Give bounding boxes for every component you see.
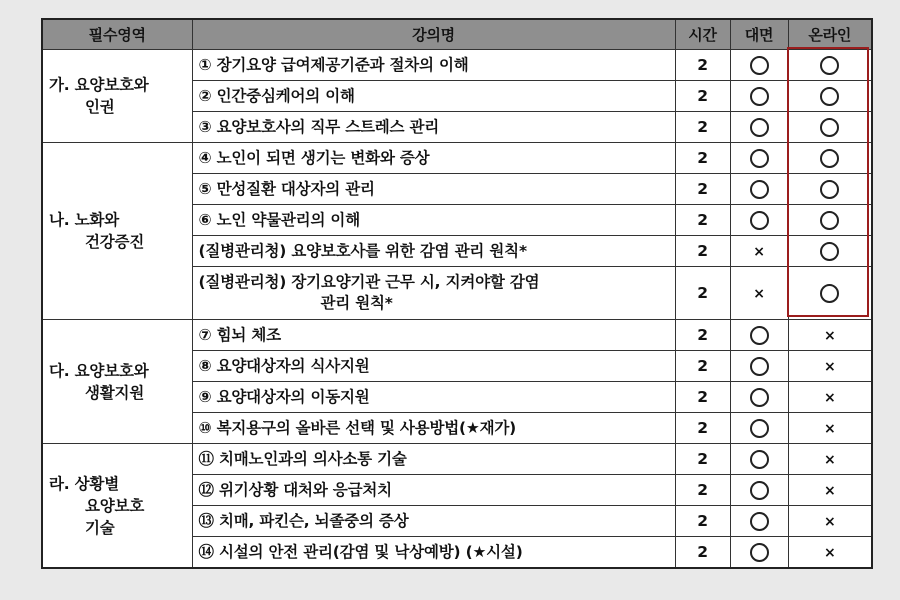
header-in-person: 대면: [730, 19, 788, 50]
course-name: (질병관리청) 요양보호사를 위한 감염 관리 원칙*: [198, 241, 527, 260]
online-cell: [788, 444, 872, 475]
unavailable-cross-icon: ×: [823, 545, 836, 561]
unavailable-cross-icon: ×: [823, 421, 836, 437]
course-name: (질병관리청) 장기요양기관 근무 시, 지켜야할 감염: [198, 273, 540, 291]
area-cell: [42, 320, 192, 444]
in-person-cell: [730, 112, 788, 143]
hours-cell: 2: [675, 444, 730, 475]
table-row: [42, 50, 872, 81]
online-cell: [788, 351, 872, 382]
course-name-cell: [192, 174, 675, 205]
unavailable-cross-icon: ×: [753, 286, 765, 302]
table-header: [42, 19, 872, 50]
unavailable-cross-icon: ×: [753, 244, 765, 260]
hours-cell: 2: [675, 81, 730, 112]
course-name-cell: [192, 205, 675, 236]
hours-cell: 2: [675, 506, 730, 537]
available-circle-icon: [820, 149, 839, 168]
available-circle-icon: [750, 450, 769, 469]
online-cell: [788, 537, 872, 569]
online-cell: [788, 81, 872, 112]
in-person-cell: [730, 50, 788, 81]
course-name-cell: [192, 382, 675, 413]
available-circle-icon: [750, 180, 769, 199]
in-person-cell: [730, 537, 788, 569]
unavailable-cross-icon: ×: [823, 514, 836, 530]
hours-cell: 2: [675, 112, 730, 143]
in-person-cell: [730, 320, 788, 351]
hours-cell: 2: [675, 174, 730, 205]
online-cell: [788, 320, 872, 351]
course-name: ② 인간중심케어의 이해: [198, 86, 355, 105]
course-name-cell: [192, 112, 675, 143]
online-cell: [788, 506, 872, 537]
available-circle-icon: [750, 419, 769, 438]
online-cell: [788, 143, 872, 174]
header-course: 강의명: [192, 19, 675, 50]
course-name: ⑪ 치매노인과의 의사소통 기술: [198, 449, 407, 468]
online-cell: [788, 236, 872, 267]
area-label-line: 요양보호: [85, 496, 145, 515]
online-cell: [788, 475, 872, 506]
online-cell: [788, 382, 872, 413]
course-name: ⑤ 만성질환 대상자의 관리: [198, 179, 375, 198]
course-name: ⑨ 요양대상자의 이동지원: [198, 387, 370, 406]
area-label-line: 나. 노화와: [49, 211, 119, 229]
area-cell: [42, 444, 192, 569]
course-name-cell: [192, 506, 675, 537]
course-name-cell: [192, 50, 675, 81]
unavailable-cross-icon: ×: [823, 390, 836, 406]
unavailable-cross-icon: ×: [823, 452, 836, 468]
course-name-cell: [192, 143, 675, 174]
in-person-cell: [730, 174, 788, 205]
available-circle-icon: [750, 481, 769, 500]
hours-cell: 2: [675, 413, 730, 444]
online-cell: [788, 174, 872, 205]
course-name: ⑥ 노인 약물관리의 이해: [198, 210, 360, 229]
unavailable-cross-icon: ×: [823, 483, 836, 499]
course-name-cell: [192, 444, 675, 475]
course-name-cell: [192, 475, 675, 506]
online-cell: [788, 413, 872, 444]
in-person-cell: [730, 475, 788, 506]
in-person-cell: [730, 506, 788, 537]
available-circle-icon: [820, 56, 839, 75]
available-circle-icon: [820, 180, 839, 199]
table-row: [42, 320, 872, 351]
area-label-line: 기술: [85, 518, 115, 537]
course-name: ⑦ 힘뇌 체조: [198, 325, 281, 344]
unavailable-cross-icon: ×: [823, 359, 836, 375]
course-name: ① 장기요양 급여제공기준과 절차의 이해: [198, 55, 469, 74]
course-name: ③ 요양보호사의 직무 스트레스 관리: [198, 117, 440, 136]
curriculum-table: [41, 18, 873, 569]
hours-cell: 2: [675, 236, 730, 267]
in-person-cell: [730, 205, 788, 236]
table-row: [42, 143, 872, 174]
area-label-line: 인권: [85, 98, 115, 116]
available-circle-icon: [750, 357, 769, 376]
course-name-cell: [192, 413, 675, 444]
available-circle-icon: [820, 87, 839, 106]
area-label-line: 생활지원: [85, 383, 145, 402]
course-name-cell: [192, 351, 675, 382]
course-name: ⑫ 위기상황 대처와 응급처치: [198, 480, 392, 499]
available-circle-icon: [750, 118, 769, 137]
available-circle-icon: [750, 326, 769, 345]
course-name: ④ 노인이 되면 생기는 변화와 증상: [198, 148, 430, 167]
course-name: ⑧ 요양대상자의 식사지원: [198, 356, 370, 375]
available-circle-icon: [820, 211, 839, 230]
available-circle-icon: [820, 284, 839, 303]
area-cell: [42, 143, 192, 320]
available-circle-icon: [750, 56, 769, 75]
hours-cell: 2: [675, 537, 730, 569]
available-circle-icon: [750, 149, 769, 168]
course-name-cell: [192, 236, 675, 267]
hours-cell: 2: [675, 205, 730, 236]
hours-cell: 2: [675, 50, 730, 81]
in-person-cell: [730, 382, 788, 413]
available-circle-icon: [750, 512, 769, 531]
online-cell: [788, 205, 872, 236]
header-hours: 시간: [675, 19, 730, 50]
table-row: [42, 444, 872, 475]
online-cell: [788, 112, 872, 143]
in-person-cell: [730, 351, 788, 382]
course-name: ⑩ 복지용구의 올바른 선택 및 사용방법(★재가): [198, 418, 517, 437]
available-circle-icon: [820, 242, 839, 261]
header-area: 필수영역: [42, 19, 192, 50]
in-person-cell: [730, 267, 788, 320]
area-label-line: 건강증진: [85, 233, 145, 251]
online-cell: [788, 50, 872, 81]
course-name-cell: [192, 81, 675, 112]
available-circle-icon: [750, 211, 769, 230]
area-label-line: 가. 요양보호와: [49, 76, 149, 94]
header-online: 온라인: [788, 19, 872, 50]
hours-cell: 2: [675, 382, 730, 413]
unavailable-cross-icon: ×: [823, 328, 836, 344]
course-name: ⑭ 시설의 안전 관리(감염 및 낙상예방) (★시설): [198, 542, 523, 561]
hours-cell: 2: [675, 267, 730, 320]
table-body: [42, 50, 872, 569]
area-label-line: 라. 상황별: [49, 474, 119, 493]
hours-cell: 2: [675, 143, 730, 174]
in-person-cell: [730, 413, 788, 444]
available-circle-icon: [820, 118, 839, 137]
area-cell: [42, 50, 192, 143]
in-person-cell: [730, 236, 788, 267]
online-cell: [788, 267, 872, 320]
course-name-cell: [192, 537, 675, 569]
available-circle-icon: [750, 388, 769, 407]
available-circle-icon: [750, 543, 769, 562]
hours-cell: 2: [675, 475, 730, 506]
course-name-cell: [192, 320, 675, 351]
area-label-line: 다. 요양보호와: [49, 361, 149, 380]
in-person-cell: [730, 444, 788, 475]
in-person-cell: [730, 81, 788, 112]
header-row: [42, 19, 872, 50]
in-person-cell: [730, 143, 788, 174]
available-circle-icon: [750, 87, 769, 106]
course-name: ⑬ 치매, 파킨슨, 뇌졸중의 증상: [198, 511, 409, 530]
hours-cell: 2: [675, 351, 730, 382]
course-name-cell: [192, 267, 675, 320]
hours-cell: 2: [675, 320, 730, 351]
course-name-line2: 관리 원칙*: [320, 294, 393, 312]
